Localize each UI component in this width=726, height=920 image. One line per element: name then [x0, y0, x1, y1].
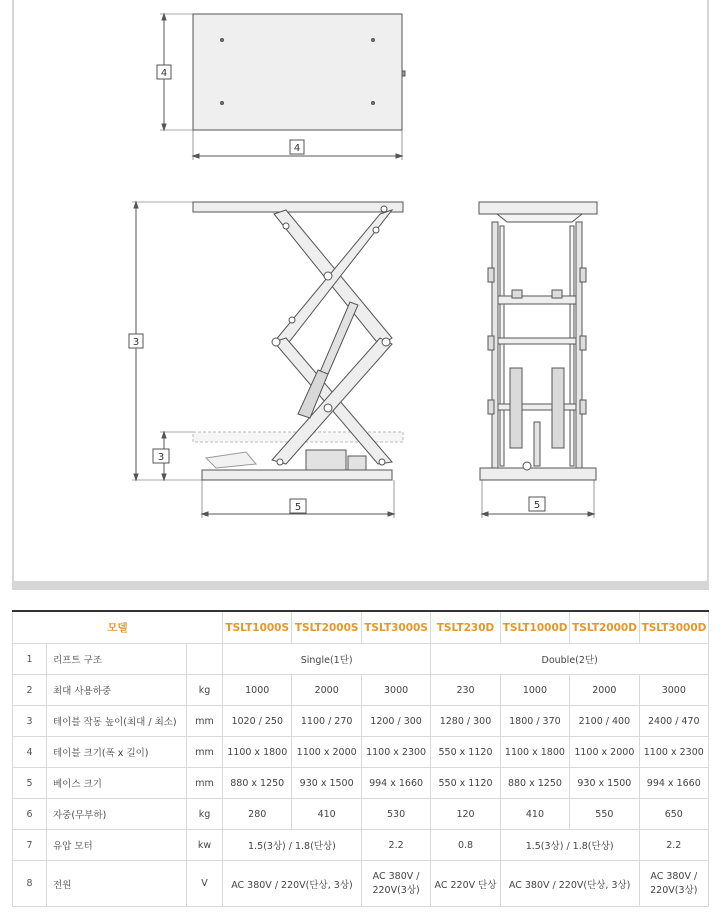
table-cell: 410	[500, 799, 569, 830]
row-label: 베이스 크기	[47, 768, 187, 799]
table-cell: 1100 x 1800	[223, 737, 292, 768]
top-view	[160, 14, 405, 160]
table-cell: 2.2	[361, 830, 430, 861]
table-row	[13, 799, 709, 830]
row-unit: kw	[187, 830, 223, 861]
header-model: 모델	[13, 611, 223, 644]
table-cell: 1100 / 270	[292, 706, 361, 737]
header-model-name: TSLT2000D	[570, 611, 639, 644]
row-unit: kg	[187, 799, 223, 830]
table-cell	[361, 861, 430, 907]
row-number: 4	[13, 737, 47, 768]
table-cell: 1800 / 370	[500, 706, 569, 737]
table-cell: 1020 / 250	[223, 706, 292, 737]
table-cell: 1100 x 2000	[570, 737, 639, 768]
row-number: 5	[13, 768, 47, 799]
table-cell: 230	[431, 675, 500, 706]
table-cell: 930 x 1500	[570, 768, 639, 799]
row-label: 유압 모터	[47, 830, 187, 861]
table-cell: 530	[361, 799, 430, 830]
table-cell: 0.8	[431, 830, 500, 861]
cell-line: AC 380V /	[372, 871, 420, 882]
side-max-height-label: 3	[132, 337, 140, 348]
table-cell: 880 x 1250	[500, 768, 569, 799]
row-unit: mm	[187, 737, 223, 768]
row-unit	[187, 644, 223, 675]
table-cell: 930 x 1500	[292, 768, 361, 799]
row-label: 테이블 크기(폭 x 길이)	[47, 737, 187, 768]
top-width-label: 4	[293, 143, 301, 154]
table-cell: 3000	[361, 675, 430, 706]
header-model-name: TSLT3000S	[361, 611, 430, 644]
header-model-name: TSLT1000D	[500, 611, 569, 644]
table-cell: 2100 / 400	[570, 706, 639, 737]
table-cell: 550	[570, 799, 639, 830]
table-cell: 2000	[570, 675, 639, 706]
row-number: 6	[13, 799, 47, 830]
side-min-height-label: 3	[157, 452, 165, 463]
table-cell: 2000	[292, 675, 361, 706]
table-cell: Single(1단)	[223, 644, 431, 675]
row-unit: mm	[187, 706, 223, 737]
table-cell: 1100 x 1800	[500, 737, 569, 768]
table-cell: 1200 / 300	[361, 706, 430, 737]
table-cell: 3000	[639, 675, 708, 706]
table-cell: 410	[292, 799, 361, 830]
cell-line: 220V(3상)	[372, 885, 420, 896]
table-cell: 1.5(3상) / 1.8(단상)	[500, 830, 639, 861]
row-unit: mm	[187, 768, 223, 799]
cell-line: AC 380V /	[650, 871, 698, 882]
front-view	[479, 202, 597, 518]
header-model-name: TSLT1000S	[223, 611, 292, 644]
row-label: 전원	[47, 861, 187, 907]
row-label: 리프트 구조	[47, 644, 187, 675]
table-cell: AC 380V / 220V(단상, 3상)	[223, 861, 362, 907]
table-cell: 1100 x 2300	[361, 737, 430, 768]
table-cell: 1000	[500, 675, 569, 706]
spec-table	[12, 610, 709, 907]
technical-drawing-panel	[12, 0, 709, 590]
table-cell	[639, 861, 708, 907]
table-row	[13, 644, 709, 675]
table-cell: 280	[223, 799, 292, 830]
table-header-row	[13, 611, 709, 644]
table-cell: 1100 x 2000	[292, 737, 361, 768]
table-row	[13, 768, 709, 799]
row-label: 테이블 작동 높이(최대 / 최소)	[47, 706, 187, 737]
table-cell: 1280 / 300	[431, 706, 500, 737]
table-cell: 880 x 1250	[223, 768, 292, 799]
table-row	[13, 830, 709, 861]
table-row	[13, 706, 709, 737]
row-label: 자중(무부하)	[47, 799, 187, 830]
table-cell: 2.2	[639, 830, 708, 861]
table-cell: Double(2단)	[431, 644, 709, 675]
cell-line: 220V(3상)	[650, 885, 698, 896]
row-number: 1	[13, 644, 47, 675]
table-cell: 994 x 1660	[361, 768, 430, 799]
table-cell: AC 380V / 220V(단상, 3상)	[500, 861, 639, 907]
table-cell: 2400 / 470	[639, 706, 708, 737]
header-model-name: TSLT3000D	[639, 611, 708, 644]
table-row	[13, 675, 709, 706]
technical-drawing	[14, 0, 711, 581]
header-model-name: TSLT230D	[431, 611, 500, 644]
side-view	[132, 202, 403, 518]
row-number: 2	[13, 675, 47, 706]
row-number: 3	[13, 706, 47, 737]
side-base-length-label: 5	[294, 502, 302, 513]
row-number: 7	[13, 830, 47, 861]
row-number: 8	[13, 861, 47, 907]
table-cell: 650	[639, 799, 708, 830]
row-unit: kg	[187, 675, 223, 706]
table-cell: 550 x 1120	[431, 768, 500, 799]
row-label: 최대 사용하중	[47, 675, 187, 706]
header-model-name: TSLT2000S	[292, 611, 361, 644]
table-cell: 1100 x 2300	[639, 737, 708, 768]
table-cell: 1000	[223, 675, 292, 706]
row-unit: V	[187, 861, 223, 907]
table-cell: 120	[431, 799, 500, 830]
table-cell: AC 220V 단상	[431, 861, 500, 907]
table-row	[13, 861, 709, 907]
table-row	[13, 737, 709, 768]
front-base-width-label: 5	[533, 500, 541, 511]
table-cell: 1.5(3상) / 1.8(단상)	[223, 830, 362, 861]
table-cell: 550 x 1120	[431, 737, 500, 768]
table-cell: 994 x 1660	[639, 768, 708, 799]
top-depth-label: 4	[160, 68, 168, 79]
